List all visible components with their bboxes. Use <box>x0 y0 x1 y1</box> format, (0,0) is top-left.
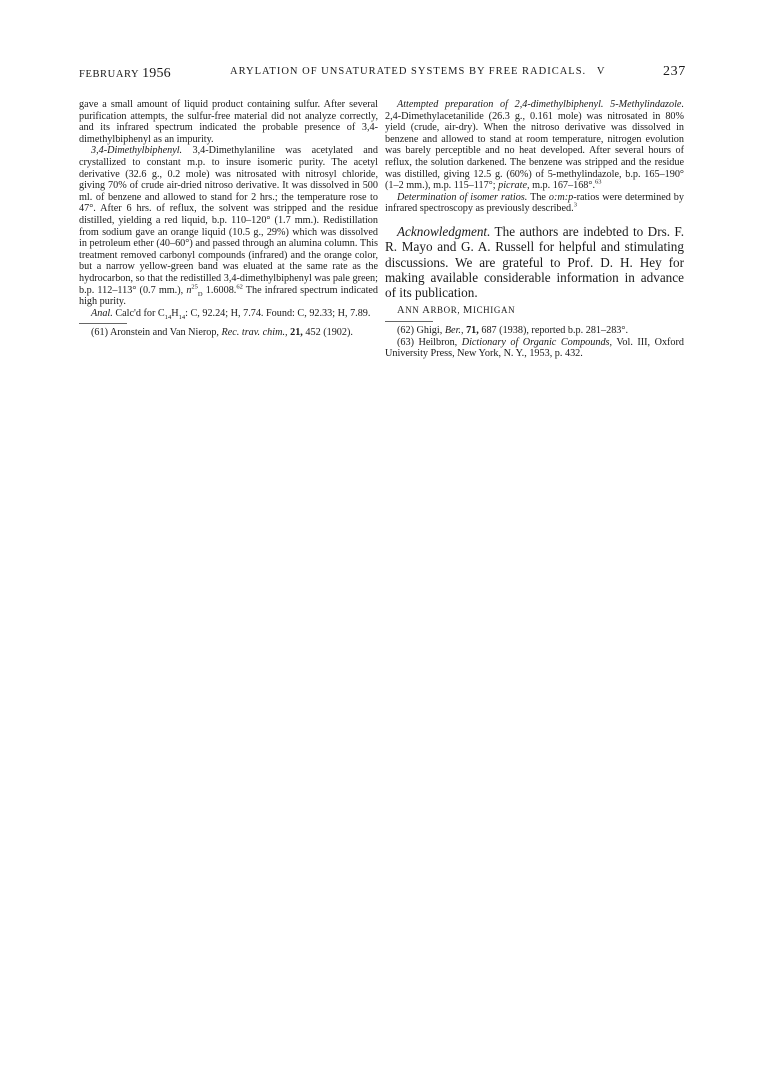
left-column <box>79 99 378 339</box>
footnote-61-pages: 452 (1902). <box>302 327 353 339</box>
reference-62-marker: 62 <box>236 283 243 291</box>
analysis-sub-h: 14 <box>178 313 186 321</box>
header-month: FEBRUARY <box>79 69 139 80</box>
acknowledgment-body: The authors are indebted to Drs. F. R. Mayo and G. A. Russell for helpful and stimulating discussions. We are grateful to Prof. D. H. Hey for making available considerable information in advance of its publication. <box>385 223 684 301</box>
footnote-61-volume: 21, <box>287 327 303 339</box>
refractive-index-value: 1.6008. <box>202 284 237 296</box>
section-title-methylindazole: Attempted preparation of 2,4-dimethylbiphenyl. 5-Methylindazole. <box>397 99 684 110</box>
analysis-sub-c: 14 <box>164 313 172 321</box>
refractive-index-temp: 25 <box>191 283 198 291</box>
footnote-63 <box>385 337 684 360</box>
section-title-dimethylbiphenyl: 3,4-Dimethylbiphenyl. <box>91 145 183 157</box>
footnote-61 <box>79 327 378 339</box>
isomer-ratio-symbol: o:m:p <box>548 191 574 203</box>
refractive-index-line: D <box>197 290 203 298</box>
place-rest-a: NN <box>405 305 423 316</box>
running-header-title: ARYLATION OF UNSATURATED SYSTEMS BY FREE RADICALS. V <box>230 66 606 77</box>
paragraph-isomer-ratios <box>385 192 684 215</box>
reference-63-marker: 63 <box>595 178 602 186</box>
picrate-mp: m.p. 167–168°. <box>529 180 596 192</box>
footnote-63-author: (63) Heilbron, <box>397 336 462 348</box>
footnote-63-publisher: Vol. III, Oxford University Press, New York, N. Y., 1953, p. 432. <box>385 336 685 360</box>
footnote-61-authors: (61) Aronstein and Van Nierop, <box>91 327 222 339</box>
place-initial-a: A <box>397 305 406 317</box>
footnote-63-title: Dictionary of Organic Compounds, <box>461 336 613 348</box>
footnote-62-volume: 71, <box>463 325 479 337</box>
footnote-62 <box>385 325 684 337</box>
section-title-isomer-ratios: Determination of isomer ratios. <box>397 191 528 203</box>
isomer-text-a: The <box>527 191 549 203</box>
footnote-divider <box>79 323 127 324</box>
place-rest-c: ICHIGAN <box>472 305 516 316</box>
footnote-divider-right <box>385 321 433 322</box>
running-header-date <box>79 66 171 84</box>
place-rest-b: RBOR, <box>430 305 464 316</box>
paragraph-methylindazole-body: 2,4-Dimethylacetanilide (26.3 g., 0.161 mole) was nitrosated in 80% yield (crude, air-dry). When the nitroso derivative was dissolved in benzene and allowed to stand at room temperature, nitrogen evolution was barely perceptible and no heat developed. After several hours of reflux, the solution darkened. The benzene was stripped and the residue was distilled, giving 12.5 g. (60%) of 5-methylindazole, b.p. 165–190° (1–2 mm.), m.p. 115–117°; <box>385 110 684 192</box>
acknowledgment-paragraph <box>385 224 684 300</box>
paragraph-dimethylbiphenyl <box>79 145 378 307</box>
isomer-text-b: -ratios were determined by infrared spectroscopy as previously described. <box>385 191 684 215</box>
analysis-text-c: : C, 92.24; H, 7.74. Found: C, 92.33; H, 7.89. <box>185 307 371 319</box>
footnote-61-journal: Rec. trav. chim., <box>221 327 288 339</box>
refractive-index-symbol: n <box>186 284 192 296</box>
analysis-label: Anal. <box>91 307 113 319</box>
right-column <box>385 99 684 360</box>
footnote-62-journal: Ber., <box>444 325 464 337</box>
paragraph-dimethylbiphenyl-body: 3,4-Dimethylaniline was acetylated and crystallized to constant m.p. to insure isomeric purity. The acetyl derivative (32.6 g., 0.2 mole) was nitrosated with nitrosyl chloride, giving 70% of crude air-dried nitroso derivative. It was dissolved in 500 ml. of benzene and allowed to stand for 2 hrs.; the temperature rose to 47°. After 6 hrs. of reflux, the solvent was stripped and the residue distilled, yielding a red liquid, b.p. 110–120° (1.7 mm.). Redistillation from sodium gave an orange liquid (10.5 g., 29%) which was dissolved in petroleum ether (40–60°) and passed through an alumina column. This treatment removed carbonyl compounds (infrared) and the orange color, but a narrow yellow-green band was eluated at the same rate as the hydrocarbon, so that the redistilled 3,4-dimethylbiphenyl was pale green; b.p. 112–113° (0.7 mm.), <box>79 145 378 296</box>
analysis-line <box>79 308 378 320</box>
header-year: 1956 <box>142 66 171 81</box>
affiliation-place <box>397 305 684 317</box>
footnote-62-pages: 687 (1938), reported b.p. 281–283°. <box>478 325 629 337</box>
paragraph-sulfur-product: gave a small amount of liquid product containing sulfur. After several purification attempts, the sulfur-free material did not analyze correctly, and its infrared spectrum indicated the probable presence of 3,4-dimethylbiphenyl as an impurity. <box>79 99 378 145</box>
acknowledgment-title: Acknowledgment. <box>397 223 491 239</box>
reference-3-marker: 3 <box>573 201 577 209</box>
page-number: 237 <box>663 64 686 79</box>
place-initial-b: A <box>422 305 431 317</box>
place-initial-c: M <box>463 305 473 317</box>
paragraph-methylindazole <box>385 99 684 192</box>
analysis-text-a: Calc'd for C <box>112 307 165 319</box>
analysis-text-b: H <box>171 307 179 319</box>
picrate-label: picrate, <box>498 180 530 192</box>
paragraph-dimethylbiphenyl-end: The infrared spectrum indicated high purity. <box>79 284 379 308</box>
footnote-62-author: (62) Ghigi, <box>397 325 445 337</box>
